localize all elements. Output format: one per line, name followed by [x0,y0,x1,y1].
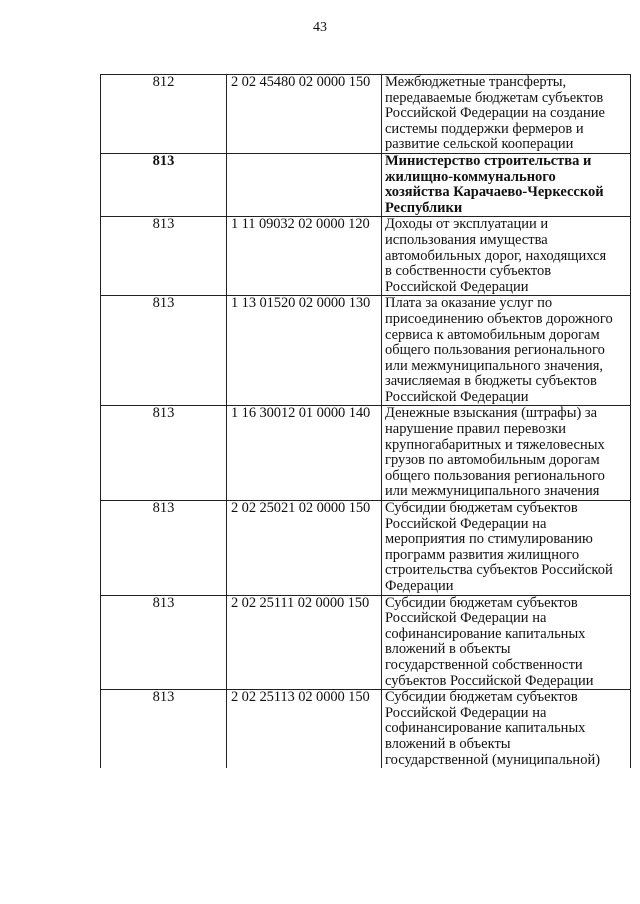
admin-code-cell: 813 [101,296,227,406]
revenue-name-line: общего пользования регионального [385,342,605,359]
revenue-name-line: Российской Федерации на [385,704,547,721]
revenue-name-line: системы поддержки фермеров и [385,120,584,137]
budget-classification-code-cell: 1 16 30012 01 0000 140 [227,406,382,501]
revenue-name-line: хозяйства Карачаево-Черкесской [385,184,604,201]
table-row [101,153,631,216]
admin-code-cell: 813 [101,217,227,296]
admin-code-cell: 813 [101,595,227,690]
revenue-name-line: Субсидии бюджетам субъектов [385,689,578,706]
revenue-name-line: грузов по автомобильным дорогам [385,452,600,469]
revenue-name-line: использования имущества [385,231,548,248]
revenue-name-line: мероприятия по стимулированию [385,531,593,548]
table-row [101,690,631,768]
revenue-name-cell [382,406,631,501]
table-body [101,75,631,769]
table-row [101,217,631,296]
revenue-name-line: Субсидии бюджетам субъектов [385,500,578,517]
budget-classification-code-cell: 1 13 01520 02 0000 130 [227,296,382,406]
revenue-name-line: в собственности субъектов [385,263,552,280]
budget-classification-code-cell: 1 11 09032 02 0000 120 [227,217,382,296]
budget-classification-code-cell [227,153,382,216]
revenue-name-cell [382,296,631,406]
revenue-name-cell [382,75,631,154]
revenue-name-line: или межмуниципального значения, [385,357,604,374]
revenue-name-line: вложений в объекты [385,641,511,658]
revenue-name-line: Доходы от эксплуатации и [385,216,549,233]
revenue-name-line: Межбюджетные трансферты, [385,74,567,90]
revenue-name-line: вложений в объекты [385,735,511,752]
ministry-name-cell [382,153,631,216]
revenue-name-line: субъектов Российской Федерации [385,672,594,689]
revenue-name-line: зачисляемая в бюджеты субъектов [385,373,597,390]
revenue-name-cell [382,690,631,768]
budget-classification-code-cell: 2 02 25113 02 0000 150 [227,690,382,768]
revenue-name-line: крупногабаритных и тяжеловесных [385,436,605,453]
revenue-name-line: Субсидии бюджетам субъектов [385,595,578,611]
revenue-name-line: софинансирование капитальных [385,720,586,737]
table-row [101,501,631,596]
budget-classification-code-cell: 2 02 25111 02 0000 150 [227,595,382,690]
revenue-name-cell [382,501,631,596]
revenue-name-line: Российской Федерации на [385,515,547,532]
revenue-name-line: Республики [385,199,463,216]
revenue-name-line: Федерации [385,578,454,594]
revenue-name-line: государственной собственности [385,656,583,673]
admin-code-cell: 813 [101,501,227,596]
admin-code-cell: 813 [101,153,227,216]
revenue-name-line: развитие сельской кооперации [385,136,574,153]
table-row [101,406,631,501]
admin-code-cell: 813 [101,406,227,501]
revenue-name-line: Российской Федерации [385,278,529,295]
revenue-name-line: или межмуниципального значения [385,483,600,500]
table-row [101,75,631,154]
admin-code-cell: 812 [101,75,227,154]
table-row [101,296,631,406]
table-row [101,595,631,690]
revenue-name-line: Плата за оказание услуг по [385,295,553,312]
revenue-name-line: софинансирование капитальных [385,625,586,642]
revenue-name-line: автомобильных дорог, находящихся [385,247,607,264]
revenue-name-line: передаваемые бюджетам субъектов [385,89,604,106]
revenue-name-line: строительства субъектов Российской [385,562,613,579]
revenue-name-line: Министерство строительства и [385,153,592,169]
revenue-name-line: общего пользования регионального [385,467,605,484]
budget-classification-code-cell: 2 02 25021 02 0000 150 [227,501,382,596]
admin-code-cell: 813 [101,690,227,768]
revenue-name-line: жилищно-коммунального [385,168,556,185]
budget-classification-code-cell: 2 02 45480 02 0000 150 [227,75,382,154]
revenue-name-line: государственной (муниципальной) [385,751,601,768]
revenue-name-line: Российской Федерации [385,388,529,405]
revenue-name-line: присоединению объектов дорожного [385,310,613,327]
revenue-name-line: Денежные взыскания (штрафы) за [385,405,598,422]
revenue-name-line: программ развития жилищного [385,546,580,563]
revenue-codes-table [100,74,631,768]
revenue-name-cell [382,595,631,690]
revenue-name-line: Российской Федерации на создание [385,105,605,122]
page-number: 43 [313,20,327,35]
revenue-name-line: нарушение правил перевозки [385,421,567,438]
revenue-name-line: Российской Федерации на [385,610,547,627]
revenue-name-line: сервиса к автомобильным дорогам [385,326,600,343]
revenue-name-cell [382,217,631,296]
